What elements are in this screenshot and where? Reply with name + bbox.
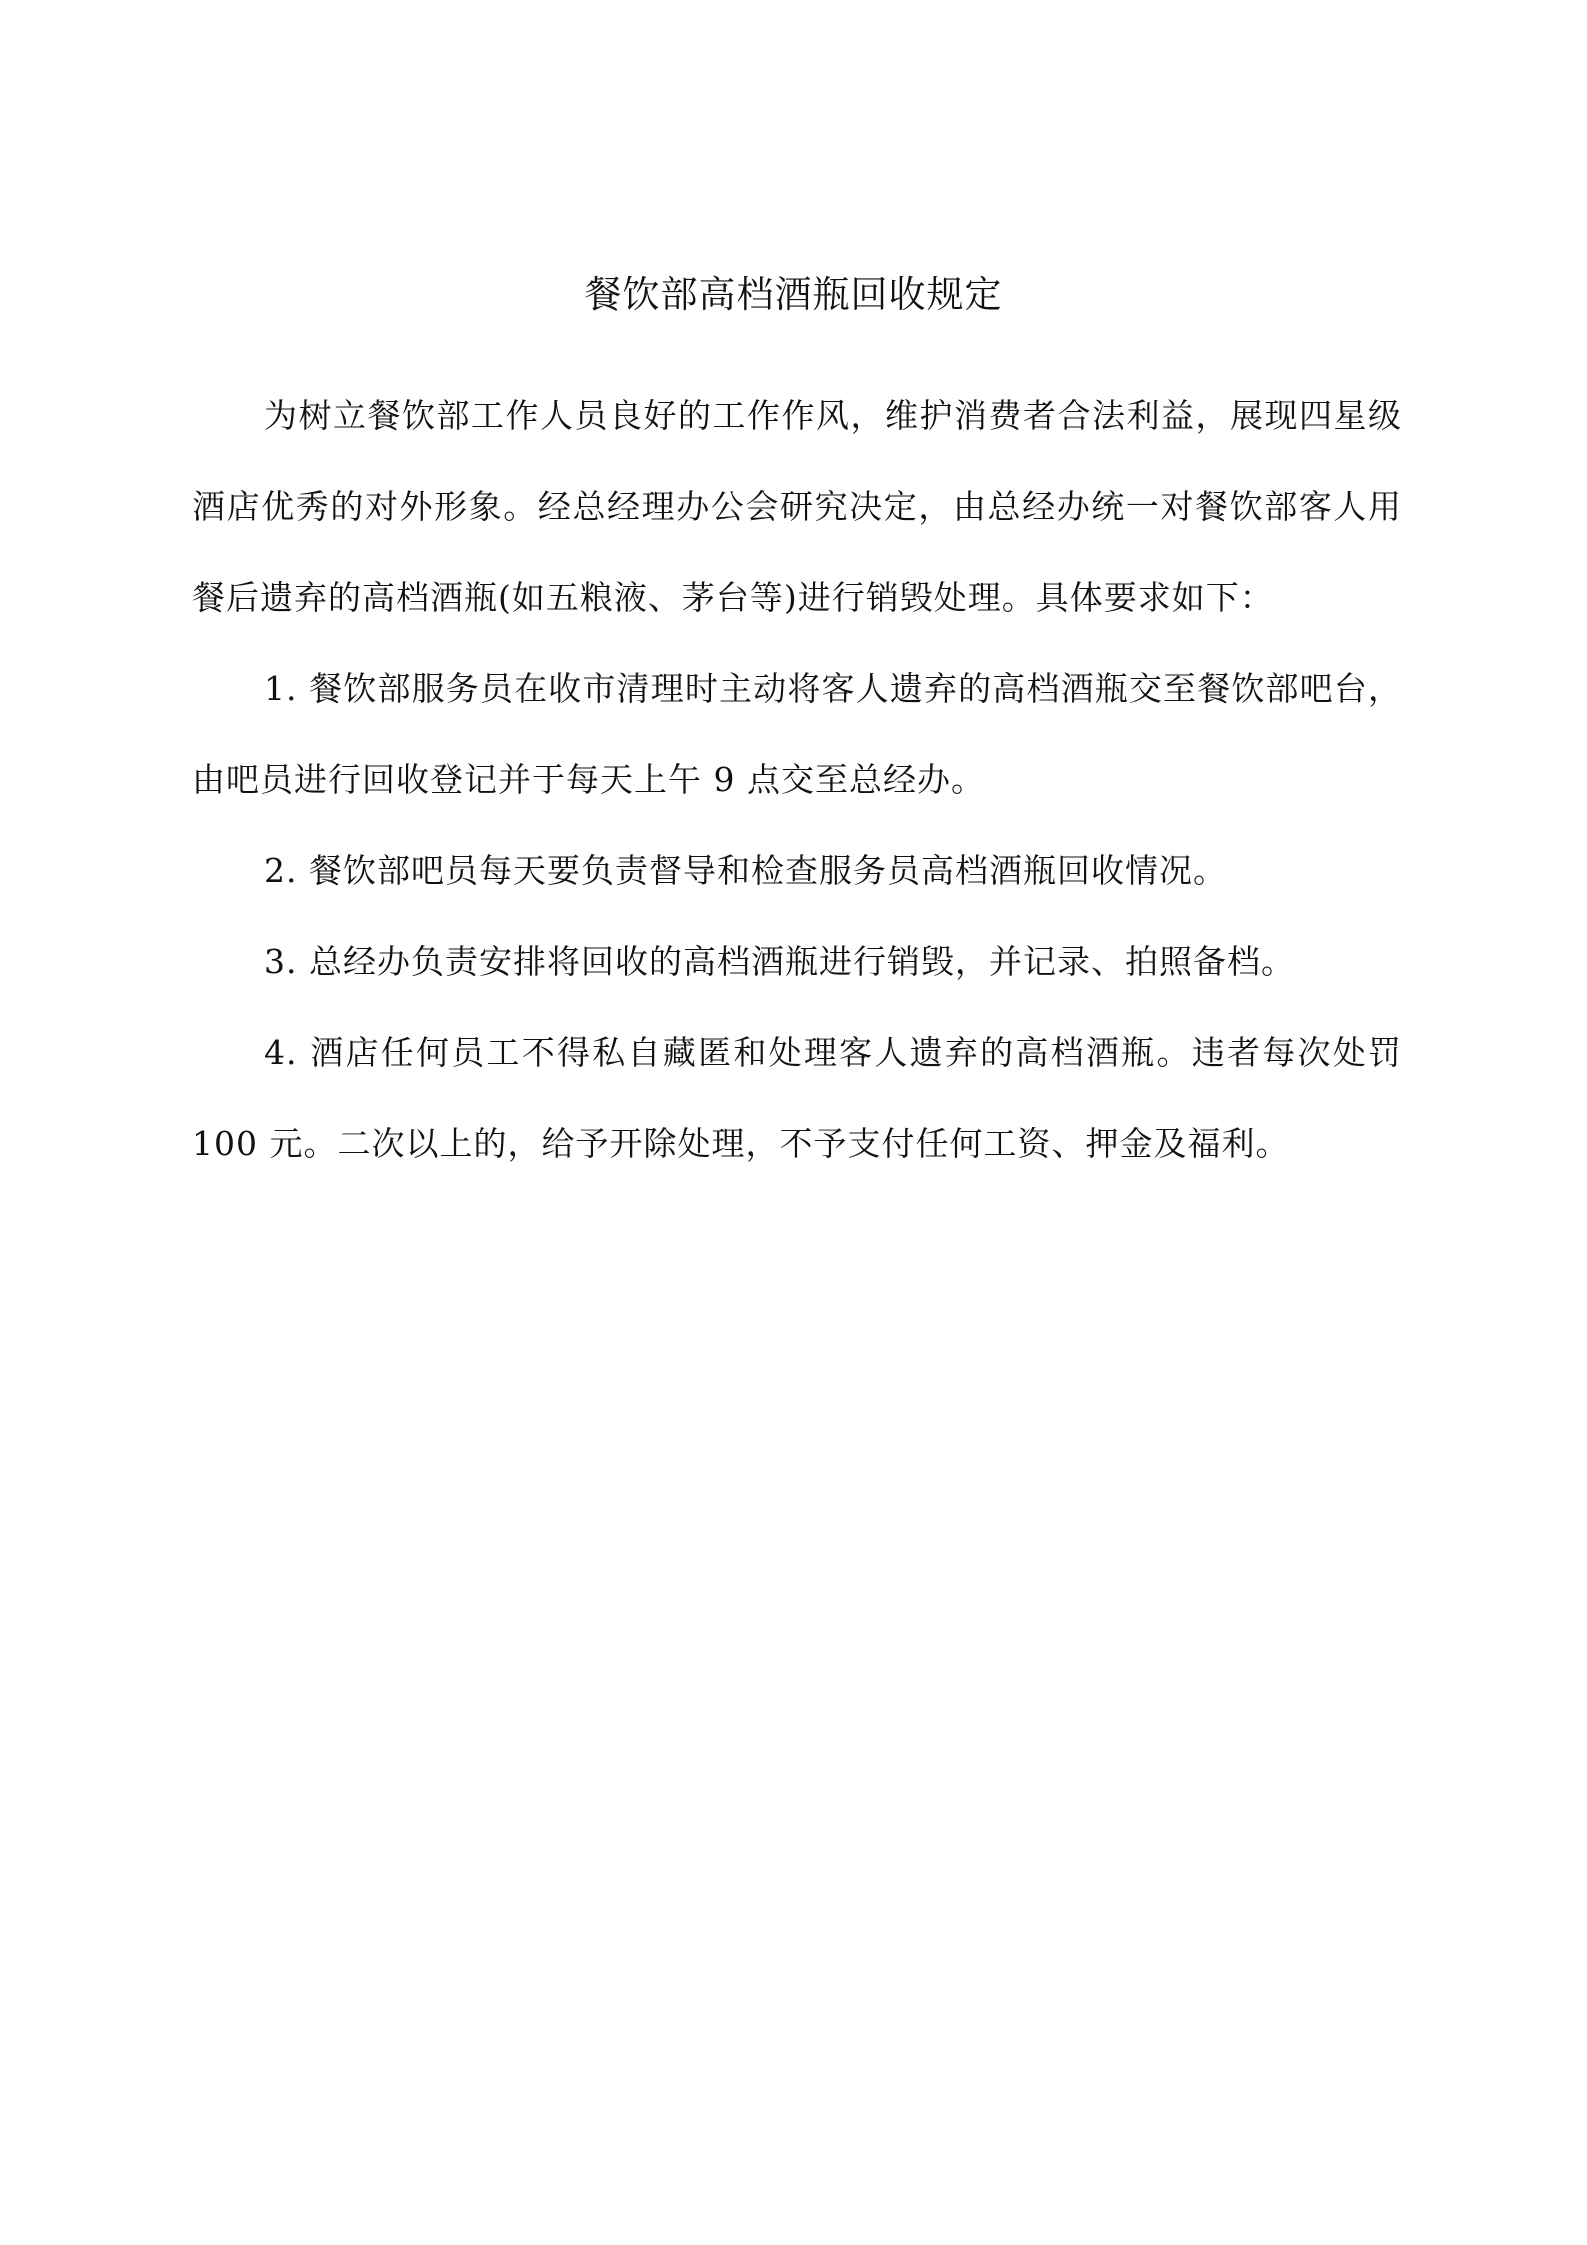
rule-item-2: 2. 餐饮部吧员每天要负责督导和检查服务员高档酒瓶回收情况。	[264, 851, 1227, 890]
rule-item-1: 1. 餐饮部服务员在收市清理时主动将客人遗弃的高档酒瓶交至餐饮部吧台，由吧员进行回收登记并于每天上午 9 点交至总经办。	[192, 669, 1402, 799]
intro-paragraph: 为树立餐饮部工作人员良好的工作作风，维护消费者合法利益，展现四星级酒店优秀的对外形象。经总经理办公会研究决定，由总经办统一对餐饮部客人用餐后遗弃的高档酒瓶(如五粮液、茅台等)进行销毁处理。具体要求如下：	[192, 396, 1402, 617]
rule-item-4: 4. 酒店任何员工不得私自藏匿和处理客人遗弃的高档酒瓶。违者每次处罚 100 元。二次以上的，给予开除处理，不予支付任何工资、押金及福利。	[192, 1033, 1402, 1163]
rule-item-3: 3. 总经办负责安排将回收的高档酒瓶进行销毁，并记录、拍照备档。	[264, 942, 1295, 981]
document-title: 餐饮部高档酒瓶回收规定	[584, 273, 1003, 316]
document-body	[192, 370, 1402, 1189]
